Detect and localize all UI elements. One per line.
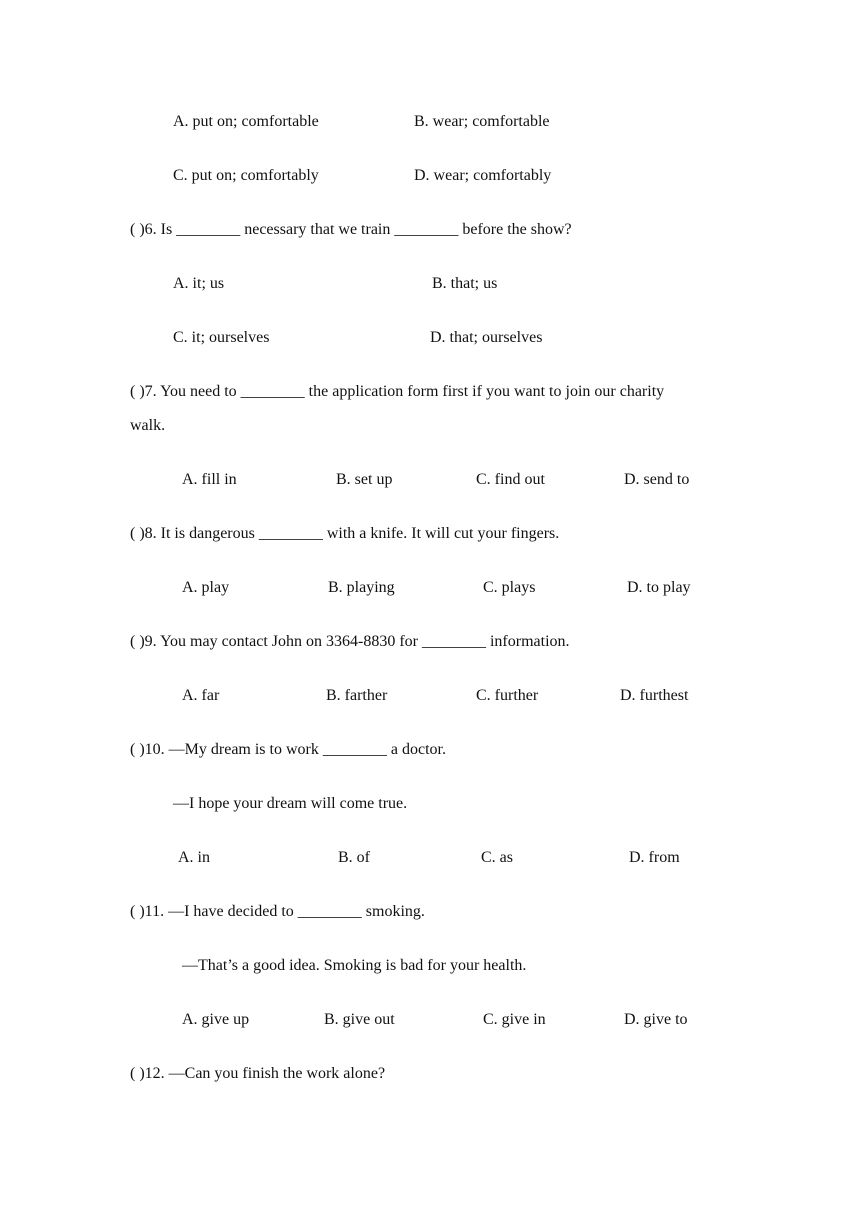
q9-option-b: B. farther [326,687,388,704]
q12-stem: ( )12. —Can you finish the work alone? [130,1065,386,1082]
q8-option-b: B. playing [328,579,395,596]
q8-option-c: C. plays [483,579,536,596]
q10-stem: ( )10. —My dream is to work ________ a doctor. [130,741,446,758]
q6-option-c: C. it; ourselves [173,329,270,346]
q9-option-d: D. furthest [620,687,689,704]
q6-stem: ( )6. Is ________ necessary that we train ________ before the show? [130,221,572,238]
q9-option-a: A. far [182,687,220,704]
q10-option-c: C. as [481,849,513,866]
q8-option-d: D. to play [627,579,691,596]
q11-option-c: C. give in [483,1011,546,1028]
q5-option-c: C. put on; comfortably [173,167,319,184]
q7-option-c: C. find out [476,471,545,488]
q6-option-d: D. that; ourselves [430,329,543,346]
q8-stem: ( )8. It is dangerous ________ with a knife. It will cut your fingers. [130,525,560,542]
q5-option-a: A. put on; comfortable [173,113,319,130]
q11-option-a: A. give up [182,1011,250,1028]
q11-reply: —That’s a good idea. Smoking is bad for your health. [182,957,527,974]
q10-reply: —I hope your dream will come true. [173,795,408,812]
q7-stem-line1: ( )7. You need to ________ the application form first if you want to join our charity [130,383,665,400]
q7-stem-line2: walk. [130,417,166,434]
q10-option-d: D. from [629,849,680,866]
q11-option-b: B. give out [324,1011,395,1028]
q7-option-a: A. fill in [182,471,237,488]
q10-option-a: A. in [178,849,210,866]
q6-option-b: B. that; us [432,275,498,292]
q5-option-d: D. wear; comfortably [414,167,552,184]
q11-stem: ( )11. —I have decided to ________ smoking. [130,903,425,920]
q5-option-b: B. wear; comfortable [414,113,550,130]
q7-option-d: D. send to [624,471,690,488]
q9-option-c: C. further [476,687,539,704]
q10-option-b: B. of [338,849,370,866]
q7-option-b: B. set up [336,471,393,488]
q11-option-d: D. give to [624,1011,688,1028]
q6-option-a: A. it; us [173,275,225,292]
q9-stem: ( )9. You may contact John on 3364-8830 for ________ information. [130,633,570,650]
q8-option-a: A. play [182,579,230,596]
